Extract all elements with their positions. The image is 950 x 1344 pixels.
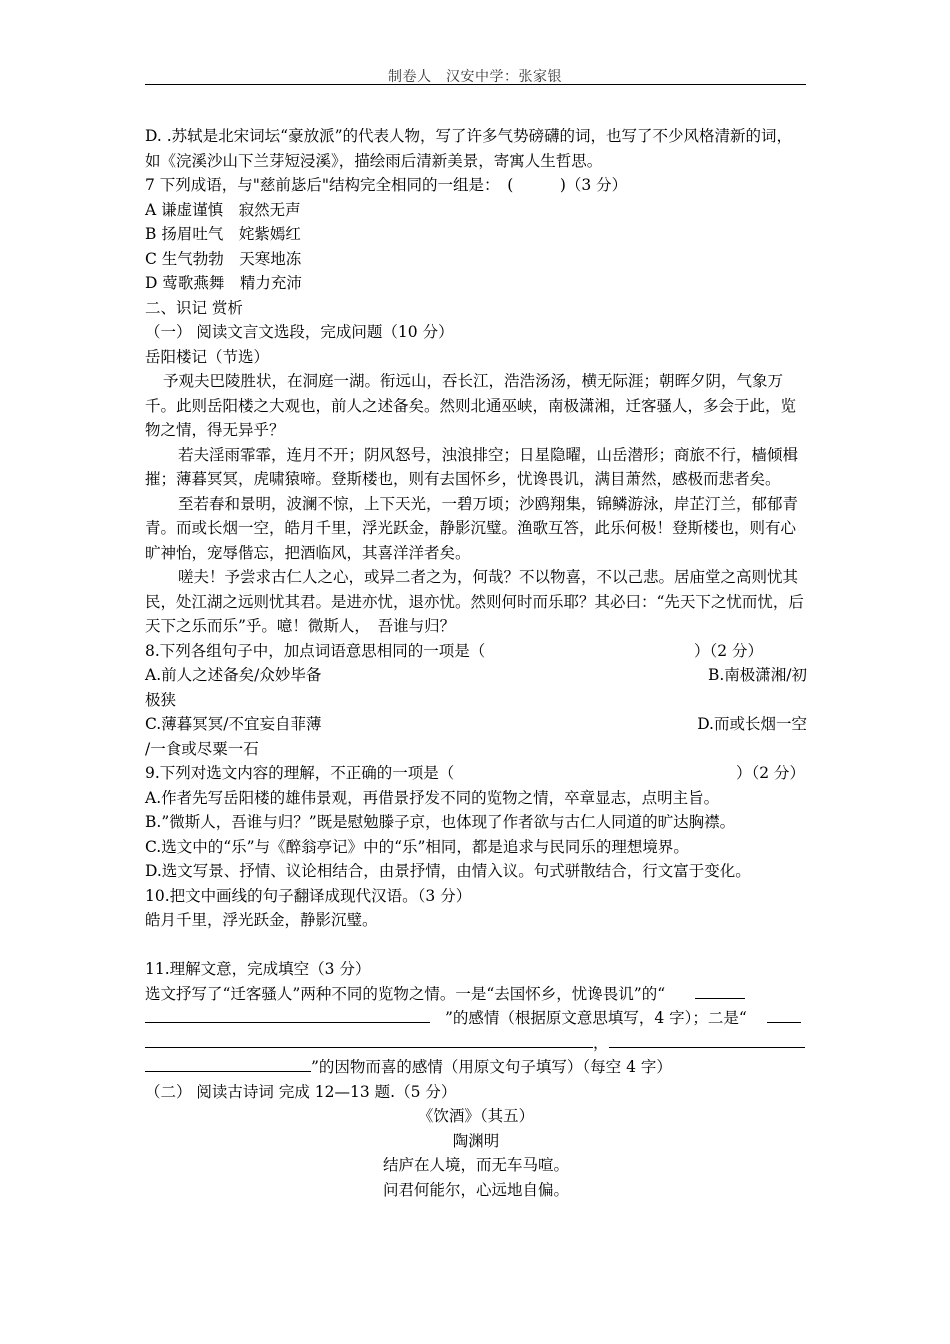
question-10-stem: 10.把文中画线的句子翻译成现代汉语。（3 分） xyxy=(145,886,472,905)
question-8-option-a: A.前人之述备矣/众妙毕备 xyxy=(145,666,322,684)
answer-blank-2a[interactable] xyxy=(767,1008,801,1023)
passage-paragraph-3 xyxy=(145,492,807,566)
blank-gap xyxy=(145,933,807,958)
question-9-score: ）（2 分） xyxy=(735,764,805,782)
question-8-row-cd xyxy=(145,712,807,737)
document-body xyxy=(145,124,807,1202)
question-8-option-d-continued: /一食或尽粟一石 xyxy=(145,739,259,758)
poem-line-1: 结庐在人境，而无车马喧。 xyxy=(382,1156,569,1174)
passage-paragraph-1: 予观夫巴陵胜状，在洞庭一湖。衔远山，吞长江，浩浩汤汤，横无际涯；朝晖夕阴，气象万千。此则岳阳楼之大观也，前人之述备矣。然则北通巫峡，南极潇湘，迁客骚人，多会于此，览物之情，得无异乎？ xyxy=(145,372,797,439)
question-7-option-c: C 生气勃勃 天寒地冻 xyxy=(145,249,302,268)
answer-blank-1a[interactable] xyxy=(695,984,745,999)
page-header: 制卷人 汉安中学：张家银 xyxy=(388,69,562,85)
question-8-option-d: D.而或长烟一空 xyxy=(697,715,807,733)
question-9-stem: 9.下列对选文内容的理解，不正确的一项是（ xyxy=(145,764,455,782)
question-8-stem: 8.下列各组句子中，加点词语意思相同的一项是（ xyxy=(145,641,486,660)
passage-paragraph-3-text: 至若春和景明，波澜不惊，上下天光，一碧万顷；沙鸥翔集，锦鳞游泳，岸芷汀兰，郁郁青青。而或长烟一空，皓月千里，浮光跃金，静影沉璧。渔歌互答，此乐何极！登斯楼也，则有心旷神怡，宠辱偕忘，把酒临风，其喜洋洋者矣。 xyxy=(145,494,799,562)
answer-blank-2b[interactable] xyxy=(145,1033,593,1048)
question-7-stem: 7 下列成语，与"慈前毖后"结构完全相同的一组是： ( )（3 分） xyxy=(145,176,628,194)
question-11-line-4 xyxy=(145,1055,807,1080)
answer-blank-1b[interactable] xyxy=(145,1008,430,1023)
question-11-line-2-text: ”的感情（根据原文意思填写，4 字）；二是“ xyxy=(444,1009,747,1027)
question-11-stem: 11.理解文意，完成填空（3 分） xyxy=(145,960,371,978)
question-8-score: ）（2 分） xyxy=(693,641,763,660)
question-9-option-c: C.选文中的“乐”与《醉翁亭记》中的“乐”相同，都是追求与民同乐的理想境界。 xyxy=(145,837,689,856)
question-8-stem-row xyxy=(145,639,807,664)
question-8-option-b-continued: 极狭 xyxy=(145,690,177,709)
poem-line-2: 问君何能尔，心远地自偏。 xyxy=(382,1180,569,1199)
question-7-option-b: B 扬眉吐气 姹紫嫣红 xyxy=(145,225,301,243)
question-7-option-a: A 谦虚谨慎 寂然无声 xyxy=(145,200,301,219)
part-2-title: （二） 阅读古诗词 完成 12—13 题.（5 分） xyxy=(145,1082,457,1101)
poem-title: 《饮酒》（其五） xyxy=(417,1107,535,1125)
question-8-row-ab xyxy=(145,663,807,688)
question-8-option-c: C.薄暮冥冥/不宜妄自菲薄 xyxy=(145,715,322,733)
answer-blank-2c[interactable] xyxy=(609,1033,805,1048)
question-11-line-2 xyxy=(145,1006,807,1031)
passage-paragraph-2: 若夫淫雨霏霏，连月不开；阴风怒号，浊浪排空；日星隐曜，山岳潜形；商旅不行，樯倾楫摧；薄暮冥冥，虎啸猿啼。登斯楼也，则有去国怀乡，忧谗畏讥，满目萧然，感极而悲者矣。 xyxy=(145,445,799,488)
section-2-part-1-title: （一） 阅读文言文选段，完成问题（10 分） xyxy=(145,323,454,341)
question-11-line-1-text: 选文抒写了“迁客骚人”两种不同的览物之情。一是“去国怀乡，忧谗畏讥”的“ xyxy=(145,984,666,1003)
poem-author: 陶渊明 xyxy=(452,1131,500,1150)
question-7-option-d: D 莺歌燕舞 精力充沛 xyxy=(145,274,302,292)
answer-blank-2d[interactable] xyxy=(145,1057,311,1072)
question-9-option-a: A.作者先写岳阳楼的雄伟景观，再借景抒发不同的览物之情，卒章显志，点明主旨。 xyxy=(145,788,720,807)
passage-paragraph-4: 嗟夫！予尝求古仁人之心，或异二者之为，何哉？不以物喜，不以己悲。居庙堂之高则忧其民，处江湖之远则忧其君。是进亦忧，退亦忧。然则何时而乐耶？其必曰：“先天下之忧而忧，后天下之乐而乐”乎。噫！微斯人， 吾谁与归？ xyxy=(145,568,804,635)
question-11-line-1 xyxy=(145,982,807,1007)
question-9-option-b: B.”微斯人，吾谁与归？”既是慰勉滕子京，也体现了作者欲与古仁人同道的旷达胸襟。 xyxy=(145,813,736,831)
passage-title: 岳阳楼记（节选） xyxy=(145,347,270,366)
question-9-option-d: D.选文写景、抒情、议论相结合，由景抒情，由情入议。句式骈散结合，行文富于变化。 xyxy=(145,862,751,880)
question-8-option-b: B.南极潇湘/初 xyxy=(707,666,807,684)
question-6-option-d: D. .苏轼是北宋词坛“豪放派”的代表人物，写了许多气势磅礴的词，也写了不少风格清新的词，如《浣溪沙山下兰芽短浸溪》，描绘雨后清新美景，寄寓人生哲思。 xyxy=(145,127,793,170)
question-11-line-4-text: ”的因物而喜的感情（用原文句子填写）（每空 4 字） xyxy=(311,1058,672,1076)
question-11-comma: ， xyxy=(593,1033,609,1052)
question-11-line-3 xyxy=(145,1031,807,1056)
question-10-sentence: 皓月千里，浮光跃金，静影沉璧。 xyxy=(145,911,378,929)
header-rule xyxy=(145,84,806,85)
section-2-title: 二、识记 赏析 xyxy=(145,298,243,317)
question-9-stem-row xyxy=(145,761,807,786)
